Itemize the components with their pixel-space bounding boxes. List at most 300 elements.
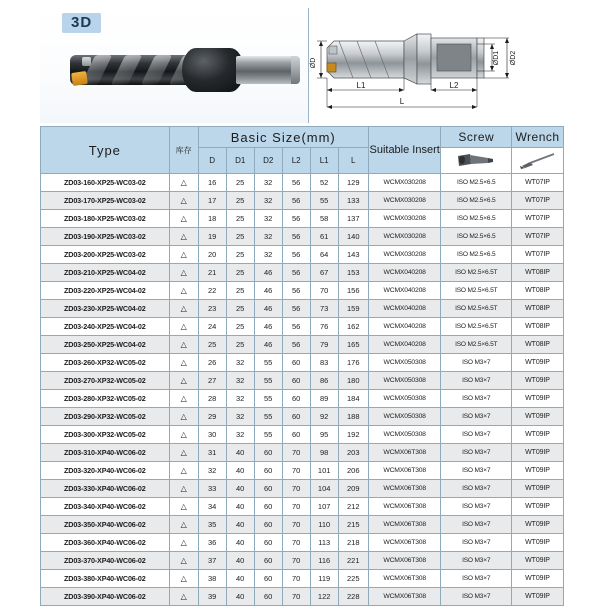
cell-l2: 60 <box>282 390 310 408</box>
cell-d: 19 <box>198 228 226 246</box>
cell-d2: 46 <box>254 336 282 354</box>
cell-stock: △ <box>169 228 198 246</box>
cell-l2: 70 <box>282 480 310 498</box>
table-row[interactable] <box>41 174 564 192</box>
cell-stock: △ <box>169 336 198 354</box>
cell-screw: ISO M2.5×6.5 <box>441 246 512 264</box>
cell-l: 140 <box>338 228 368 246</box>
cell-l2: 70 <box>282 516 310 534</box>
cell-stock: △ <box>169 372 198 390</box>
cell-wrench: WT08IP <box>512 282 564 300</box>
cell-d: 23 <box>198 300 226 318</box>
cell-l1: 79 <box>310 336 338 354</box>
cell-l2: 70 <box>282 570 310 588</box>
cell-d1: 40 <box>226 534 254 552</box>
cell-d2: 32 <box>254 210 282 228</box>
cell-type: ZD03-340-XP40-WC06-02 <box>41 498 170 516</box>
cell-l2: 70 <box>282 444 310 462</box>
cell-stock: △ <box>169 534 198 552</box>
cell-d1: 25 <box>226 336 254 354</box>
col-header-d: D <box>198 148 226 174</box>
cell-screw: ISO M3×7 <box>441 570 512 588</box>
cell-d1: 25 <box>226 264 254 282</box>
cell-screw: ISO M2.5×6.5T <box>441 300 512 318</box>
cell-d1: 40 <box>226 588 254 606</box>
cell-d: 36 <box>198 534 226 552</box>
cell-wrench: WT09IP <box>512 534 564 552</box>
cell-stock: △ <box>169 570 198 588</box>
cell-stock: △ <box>169 174 198 192</box>
col-header-l1: L1 <box>310 148 338 174</box>
cell-insert: WCMX06T308 <box>368 516 441 534</box>
cell-insert: WCMX030208 <box>368 246 441 264</box>
col-header-screw: Screw <box>441 127 512 148</box>
cell-d2: 46 <box>254 318 282 336</box>
cell-d1: 25 <box>226 318 254 336</box>
cell-type: ZD03-180-XP25-WC03-02 <box>41 210 170 228</box>
cell-insert: WCMX06T308 <box>368 462 441 480</box>
cell-insert: WCMX040208 <box>368 282 441 300</box>
cell-insert: WCMX030208 <box>368 174 441 192</box>
cell-wrench: WT09IP <box>512 444 564 462</box>
cell-insert: WCMX06T308 <box>368 534 441 552</box>
cell-wrench: WT09IP <box>512 588 564 606</box>
cell-stock: △ <box>169 480 198 498</box>
cell-l1: 67 <box>310 264 338 282</box>
cell-d: 28 <box>198 390 226 408</box>
cell-l2: 60 <box>282 372 310 390</box>
cell-l2: 56 <box>282 246 310 264</box>
table-row[interactable] <box>41 336 564 354</box>
cell-l: 165 <box>338 336 368 354</box>
cell-wrench: WT07IP <box>512 174 564 192</box>
cell-l1: 70 <box>310 282 338 300</box>
cell-l1: 61 <box>310 228 338 246</box>
secondary-insert-icon <box>82 57 91 66</box>
cell-insert: WCMX06T308 <box>368 570 441 588</box>
cell-d1: 32 <box>226 426 254 444</box>
cell-d2: 32 <box>254 246 282 264</box>
cell-d1: 32 <box>226 354 254 372</box>
cell-d2: 60 <box>254 498 282 516</box>
table-body <box>41 174 564 606</box>
cell-type: ZD03-280-XP32-WC05-02 <box>41 390 170 408</box>
depth-badge: 3D <box>62 13 101 33</box>
cell-d: 22 <box>198 282 226 300</box>
table-row[interactable] <box>41 264 564 282</box>
specification-table <box>40 126 564 606</box>
table-row[interactable] <box>41 372 564 390</box>
col-header-basic-size: Basic Size(mm) <box>198 127 368 148</box>
table-row[interactable] <box>41 480 564 498</box>
cell-stock: △ <box>169 498 198 516</box>
cell-d1: 25 <box>226 300 254 318</box>
cell-d1: 25 <box>226 174 254 192</box>
cell-d: 18 <box>198 210 226 228</box>
cell-screw: ISO M2.5×6.5T <box>441 336 512 354</box>
cell-d2: 60 <box>254 570 282 588</box>
cell-d: 39 <box>198 588 226 606</box>
cell-wrench: WT07IP <box>512 228 564 246</box>
cell-insert: WCMX050308 <box>368 390 441 408</box>
col-header-d1: D1 <box>226 148 254 174</box>
cell-type: ZD03-350-XP40-WC06-02 <box>41 516 170 534</box>
cell-d: 33 <box>198 480 226 498</box>
cell-l2: 56 <box>282 174 310 192</box>
table-row[interactable] <box>41 552 564 570</box>
cell-stock: △ <box>169 264 198 282</box>
col-header-stock: 库存 <box>169 127 198 174</box>
cell-l: 192 <box>338 426 368 444</box>
cell-l: 215 <box>338 516 368 534</box>
table-row[interactable] <box>41 426 564 444</box>
table-row[interactable] <box>41 354 564 372</box>
col-header-l2: L2 <box>282 148 310 174</box>
cell-stock: △ <box>169 426 198 444</box>
cell-d1: 40 <box>226 552 254 570</box>
cell-type: ZD03-190-XP25-WC03-02 <box>41 228 170 246</box>
cell-l1: 122 <box>310 588 338 606</box>
cell-d1: 40 <box>226 516 254 534</box>
cell-stock: △ <box>169 588 198 606</box>
cell-wrench: WT09IP <box>512 372 564 390</box>
cell-insert: WCMX06T308 <box>368 588 441 606</box>
cell-type: ZD03-370-XP40-WC06-02 <box>41 552 170 570</box>
col-header-wrench: Wrench <box>512 127 564 148</box>
cell-l: 212 <box>338 498 368 516</box>
dim-label-d1: ØD1 <box>493 50 500 66</box>
cell-l1: 86 <box>310 372 338 390</box>
cell-screw: ISO M2.5×6.5 <box>441 228 512 246</box>
cell-type: ZD03-270-XP32-WC05-02 <box>41 372 170 390</box>
cell-l: 133 <box>338 192 368 210</box>
cell-d1: 40 <box>226 498 254 516</box>
cell-wrench: WT08IP <box>512 264 564 282</box>
cell-wrench: WT07IP <box>512 192 564 210</box>
table-row[interactable] <box>41 462 564 480</box>
cell-insert: WCMX050308 <box>368 372 441 390</box>
cell-screw: ISO M3×7 <box>441 480 512 498</box>
cell-screw: ISO M3×7 <box>441 426 512 444</box>
cell-l1: 89 <box>310 390 338 408</box>
cell-stock: △ <box>169 282 198 300</box>
col-header-suitable-insert: Suitable Insert <box>368 127 441 174</box>
cell-l: 159 <box>338 300 368 318</box>
cell-d2: 32 <box>254 174 282 192</box>
cell-d: 16 <box>198 174 226 192</box>
cell-stock: △ <box>169 408 198 426</box>
cell-d: 26 <box>198 354 226 372</box>
cell-insert: WCMX050308 <box>368 408 441 426</box>
cell-d2: 55 <box>254 426 282 444</box>
cell-d1: 32 <box>226 372 254 390</box>
cell-wrench: WT09IP <box>512 552 564 570</box>
cell-wrench: WT09IP <box>512 498 564 516</box>
header-row-1 <box>41 127 564 148</box>
product-photo <box>40 8 309 123</box>
col-header-l: L <box>338 148 368 174</box>
cell-d1: 32 <box>226 408 254 426</box>
cell-screw: ISO M3×7 <box>441 390 512 408</box>
drill-collar <box>182 48 244 92</box>
col-header-d2: D2 <box>254 148 282 174</box>
cell-d2: 60 <box>254 534 282 552</box>
cell-insert: WCMX050308 <box>368 354 441 372</box>
cell-l2: 60 <box>282 354 310 372</box>
table-row[interactable] <box>41 300 564 318</box>
table-row[interactable] <box>41 246 564 264</box>
cell-insert: WCMX040208 <box>368 318 441 336</box>
cell-l: 218 <box>338 534 368 552</box>
cell-l: 156 <box>338 282 368 300</box>
cell-l2: 56 <box>282 210 310 228</box>
cell-d: 17 <box>198 192 226 210</box>
cell-d: 31 <box>198 444 226 462</box>
cell-wrench: WT07IP <box>512 210 564 228</box>
dimension-drawing <box>309 8 564 123</box>
table-row[interactable] <box>41 228 564 246</box>
cell-screw: ISO M3×7 <box>441 534 512 552</box>
cell-insert: WCMX06T308 <box>368 498 441 516</box>
cell-screw: ISO M3×7 <box>441 462 512 480</box>
table-row[interactable] <box>41 516 564 534</box>
screw-icon <box>441 148 512 174</box>
cell-stock: △ <box>169 516 198 534</box>
cell-l1: 107 <box>310 498 338 516</box>
cell-d: 21 <box>198 264 226 282</box>
cell-wrench: WT09IP <box>512 516 564 534</box>
cell-l2: 70 <box>282 462 310 480</box>
cell-l1: 113 <box>310 534 338 552</box>
cell-d1: 25 <box>226 282 254 300</box>
cell-l2: 60 <box>282 426 310 444</box>
cell-type: ZD03-220-XP25-WC04-02 <box>41 282 170 300</box>
dim-label-d2: ØD2 <box>510 50 517 66</box>
table-row[interactable] <box>41 390 564 408</box>
cell-stock: △ <box>169 210 198 228</box>
cell-stock: △ <box>169 300 198 318</box>
dim-label-l2: L2 <box>449 81 459 90</box>
cell-wrench: WT09IP <box>512 408 564 426</box>
cell-l2: 56 <box>282 192 310 210</box>
table-row[interactable] <box>41 588 564 606</box>
carbide-insert-icon <box>71 71 88 86</box>
cell-d2: 60 <box>254 516 282 534</box>
cell-type: ZD03-390-XP40-WC06-02 <box>41 588 170 606</box>
cell-stock: △ <box>169 462 198 480</box>
cell-screw: ISO M3×7 <box>441 354 512 372</box>
cell-wrench: WT09IP <box>512 570 564 588</box>
cell-d2: 32 <box>254 192 282 210</box>
cell-d: 29 <box>198 408 226 426</box>
cell-screw: ISO M3×7 <box>441 498 512 516</box>
cell-l1: 101 <box>310 462 338 480</box>
cell-type: ZD03-260-XP32-WC05-02 <box>41 354 170 372</box>
cell-d2: 60 <box>254 480 282 498</box>
cell-l: 176 <box>338 354 368 372</box>
cell-l2: 56 <box>282 264 310 282</box>
cell-d2: 60 <box>254 462 282 480</box>
cell-l2: 70 <box>282 588 310 606</box>
cell-d2: 60 <box>254 552 282 570</box>
table-row[interactable] <box>41 534 564 552</box>
cell-d1: 25 <box>226 210 254 228</box>
cell-l2: 56 <box>282 336 310 354</box>
cell-screw: ISO M3×7 <box>441 408 512 426</box>
cell-stock: △ <box>169 390 198 408</box>
cell-l1: 64 <box>310 246 338 264</box>
cell-l: 143 <box>338 246 368 264</box>
cell-type: ZD03-170-XP25-WC03-02 <box>41 192 170 210</box>
cell-d: 20 <box>198 246 226 264</box>
cell-insert: WCMX050308 <box>368 426 441 444</box>
cell-type: ZD03-300-XP32-WC05-02 <box>41 426 170 444</box>
cell-d: 34 <box>198 498 226 516</box>
cell-d1: 25 <box>226 228 254 246</box>
cell-stock: △ <box>169 444 198 462</box>
cell-l2: 70 <box>282 534 310 552</box>
cell-l2: 56 <box>282 318 310 336</box>
cell-stock: △ <box>169 354 198 372</box>
cell-d1: 40 <box>226 444 254 462</box>
cell-l1: 104 <box>310 480 338 498</box>
cell-l1: 92 <box>310 408 338 426</box>
cell-wrench: WT09IP <box>512 426 564 444</box>
cell-insert: WCMX06T308 <box>368 552 441 570</box>
cell-type: ZD03-160-XP25-WC03-02 <box>41 174 170 192</box>
table-row[interactable] <box>41 570 564 588</box>
cell-insert: WCMX040208 <box>368 264 441 282</box>
table-row[interactable] <box>41 210 564 228</box>
cell-l: 203 <box>338 444 368 462</box>
cell-l2: 70 <box>282 552 310 570</box>
cell-insert: WCMX030208 <box>368 192 441 210</box>
cell-l: 162 <box>338 318 368 336</box>
cell-d: 32 <box>198 462 226 480</box>
cell-l1: 116 <box>310 552 338 570</box>
cell-l: 180 <box>338 372 368 390</box>
cell-d2: 55 <box>254 408 282 426</box>
table-row[interactable] <box>41 318 564 336</box>
cell-d1: 40 <box>226 462 254 480</box>
cell-type: ZD03-200-XP25-WC03-02 <box>41 246 170 264</box>
cell-screw: ISO M3×7 <box>441 444 512 462</box>
dimension-drawing-svg <box>309 8 564 123</box>
cell-wrench: WT07IP <box>512 246 564 264</box>
dim-label-l: L <box>399 97 405 106</box>
cell-l1: 98 <box>310 444 338 462</box>
cell-l2: 70 <box>282 498 310 516</box>
cell-d1: 40 <box>226 480 254 498</box>
cell-l1: 55 <box>310 192 338 210</box>
cell-d2: 60 <box>254 588 282 606</box>
table-row[interactable] <box>41 192 564 210</box>
cell-stock: △ <box>169 246 198 264</box>
drill-shank <box>236 56 300 84</box>
cell-type: ZD03-210-XP25-WC04-02 <box>41 264 170 282</box>
cell-insert: WCMX040208 <box>368 300 441 318</box>
cell-wrench: WT08IP <box>512 336 564 354</box>
cell-d: 27 <box>198 372 226 390</box>
cell-d2: 55 <box>254 390 282 408</box>
dim-label-l1: L1 <box>356 81 366 90</box>
cell-d: 25 <box>198 336 226 354</box>
cell-d2: 60 <box>254 444 282 462</box>
drill-illustration <box>70 46 300 94</box>
cell-l2: 60 <box>282 408 310 426</box>
cell-type: ZD03-320-XP40-WC06-02 <box>41 462 170 480</box>
cell-type: ZD03-330-XP40-WC06-02 <box>41 480 170 498</box>
wrench-icon <box>512 148 564 174</box>
cell-l2: 56 <box>282 282 310 300</box>
table-row[interactable] <box>41 282 564 300</box>
cell-d: 38 <box>198 570 226 588</box>
cell-insert: WCMX06T308 <box>368 480 441 498</box>
cell-l1: 95 <box>310 426 338 444</box>
col-header-type: Type <box>41 127 170 174</box>
table-head <box>41 127 564 174</box>
cell-type: ZD03-380-XP40-WC06-02 <box>41 570 170 588</box>
cell-d: 37 <box>198 552 226 570</box>
cell-d1: 40 <box>226 570 254 588</box>
cell-l1: 110 <box>310 516 338 534</box>
cell-screw: ISO M3×7 <box>441 552 512 570</box>
cell-l2: 56 <box>282 300 310 318</box>
cell-d2: 46 <box>254 264 282 282</box>
cell-screw: ISO M2.5×6.5T <box>441 318 512 336</box>
cell-insert: WCMX030208 <box>368 228 441 246</box>
table-row[interactable] <box>41 444 564 462</box>
cell-type: ZD03-360-XP40-WC06-02 <box>41 534 170 552</box>
cell-stock: △ <box>169 552 198 570</box>
cell-d2: 55 <box>254 372 282 390</box>
cell-insert: WCMX040208 <box>368 336 441 354</box>
cell-screw: ISO M2.5×6.5 <box>441 174 512 192</box>
cell-stock: △ <box>169 192 198 210</box>
cell-d1: 25 <box>226 192 254 210</box>
cell-insert: WCMX06T308 <box>368 444 441 462</box>
cell-l1: 76 <box>310 318 338 336</box>
cell-screw: ISO M2.5×6.5 <box>441 210 512 228</box>
cell-wrench: WT09IP <box>512 390 564 408</box>
table-row[interactable] <box>41 408 564 426</box>
cell-d2: 55 <box>254 354 282 372</box>
cell-d1: 32 <box>226 390 254 408</box>
cell-l1: 58 <box>310 210 338 228</box>
cell-l: 184 <box>338 390 368 408</box>
table-row[interactable] <box>41 498 564 516</box>
cell-l: 188 <box>338 408 368 426</box>
cell-l: 228 <box>338 588 368 606</box>
cell-screw: ISO M2.5×6.5 <box>441 192 512 210</box>
cell-type: ZD03-240-XP25-WC04-02 <box>41 318 170 336</box>
dim-label-d: ØD <box>310 57 317 69</box>
cell-wrench: WT08IP <box>512 318 564 336</box>
cell-type: ZD03-310-XP40-WC06-02 <box>41 444 170 462</box>
cell-d: 24 <box>198 318 226 336</box>
cell-l1: 83 <box>310 354 338 372</box>
cell-d2: 32 <box>254 228 282 246</box>
cell-l: 137 <box>338 210 368 228</box>
cell-d1: 25 <box>226 246 254 264</box>
cell-l1: 73 <box>310 300 338 318</box>
cell-stock: △ <box>169 318 198 336</box>
cell-l: 206 <box>338 462 368 480</box>
cell-wrench: WT09IP <box>512 462 564 480</box>
cell-wrench: WT09IP <box>512 480 564 498</box>
cell-l: 209 <box>338 480 368 498</box>
cell-type: ZD03-230-XP25-WC04-02 <box>41 300 170 318</box>
